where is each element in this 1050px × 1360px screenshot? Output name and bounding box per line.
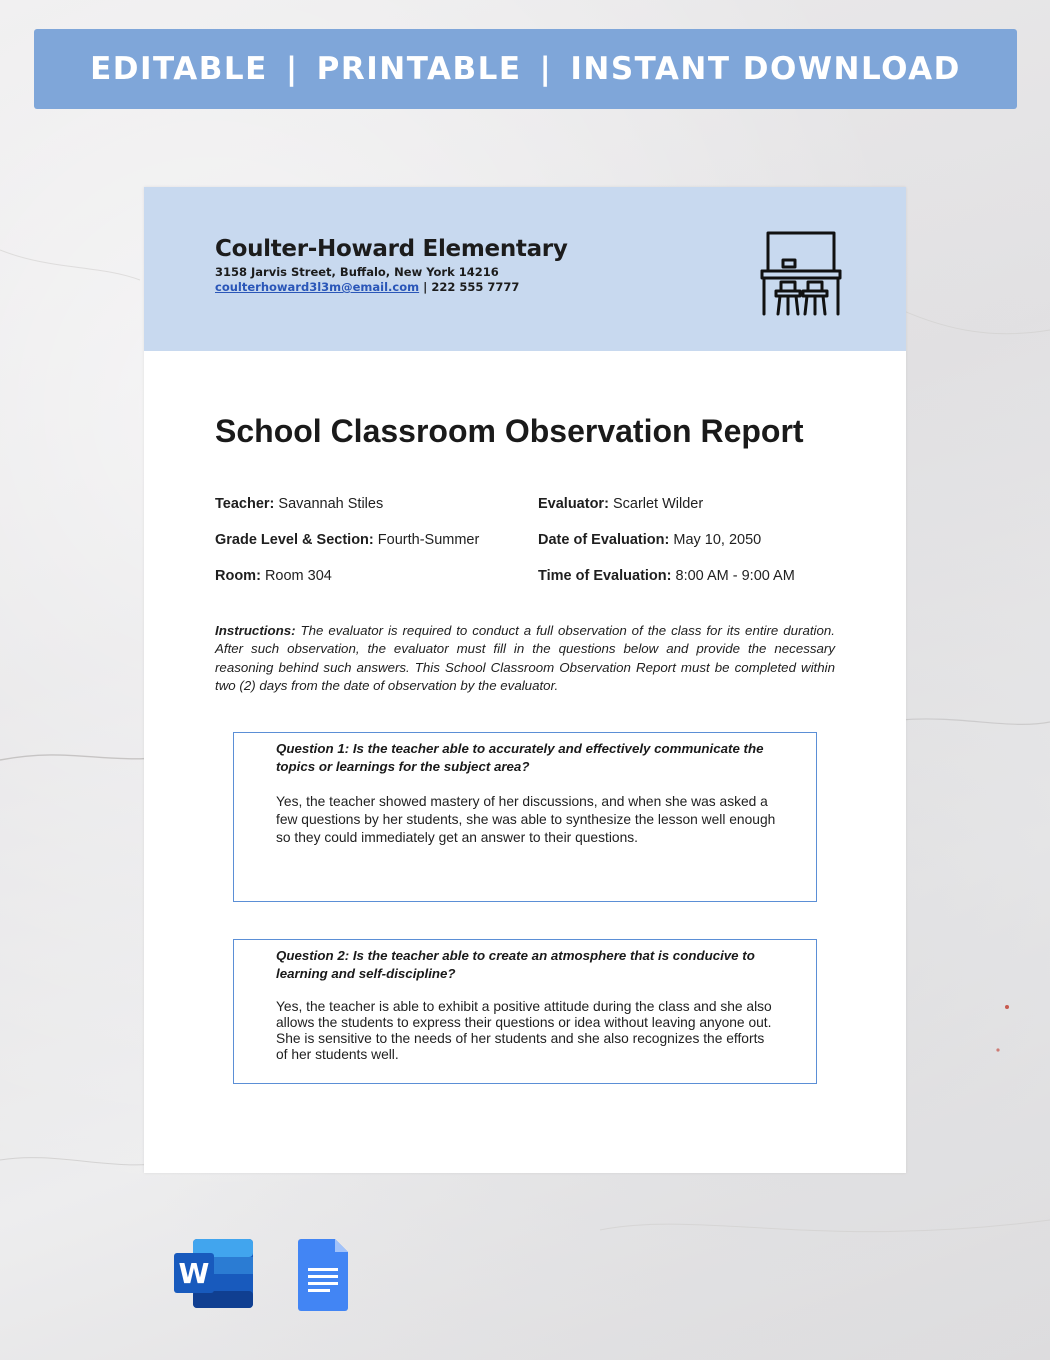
teacher-field <box>215 496 383 512</box>
instructions-label: Instructions: <box>215 623 296 638</box>
evaluator-field <box>538 496 703 512</box>
banner-separator: | <box>285 51 299 87</box>
grade-label: Grade Level & Section: <box>215 532 374 548</box>
answer-text: Yes, the teacher showed mastery of her discussions, and when she was asked a few questions by her students, she was able to synthesize the lesson well enough so they could immediately get an answer to their questions. <box>276 794 776 845</box>
report-title: School Classroom Observation Report <box>215 413 804 449</box>
banner-separator: | <box>539 51 553 87</box>
school-phone: | 222 555 7777 <box>423 280 520 294</box>
room-label: Room: <box>215 568 261 584</box>
date-field <box>538 532 761 548</box>
google-docs-icon <box>298 1239 348 1311</box>
time-value: 8:00 AM - 9:00 AM <box>675 568 795 584</box>
question-box <box>233 732 817 902</box>
banner-editable: EDITABLE <box>90 51 268 87</box>
time-field <box>538 568 795 584</box>
teacher-label: Teacher: <box>215 496 275 512</box>
question-box <box>233 939 817 1084</box>
word-icon-letter: W <box>178 1257 210 1290</box>
answer-text: Yes, the teacher is able to exhibit a positive attitude during the class and she also allows the students to express their questions or idea without leaving anyone out. She is sensitive to the needs of her students and she also recognizes the efforts of her students well. <box>276 999 772 1062</box>
room-field <box>215 568 332 584</box>
time-label: Time of Evaluation: <box>538 568 672 584</box>
evaluator-value: Scarlet Wilder <box>612 496 704 512</box>
question-text: Question 1: Is the teacher able to accurately and effectively communicate the topics or learnings for the subject area? <box>276 741 764 774</box>
room-value: Room 304 <box>264 568 332 584</box>
document-header <box>144 187 906 351</box>
banner-printable: PRINTABLE <box>316 51 522 87</box>
date-value: May 10, 2050 <box>673 532 762 548</box>
grade-field <box>215 532 479 548</box>
app-icons <box>174 1238 354 1312</box>
instructions <box>215 622 835 695</box>
instructions-text: The evaluator is required to conduct a full observation of the class for its entire duration. After such observation, the evaluator must fill in the questions below and provide the necessary reasoning behind such answers. This School Classroom Observation Report must be completed within two (2) days from the date of observation by the evaluator. <box>215 623 835 693</box>
feature-banner <box>34 29 1017 109</box>
teacher-value: Savannah Stiles <box>278 496 384 512</box>
school-contact <box>215 280 519 294</box>
document-page <box>144 187 906 1173</box>
school-address: 3158 Jarvis Street, Buffalo, New York 14216 <box>215 265 499 279</box>
school-email-link[interactable]: coulterhoward3l3m@email.com <box>215 280 420 294</box>
date-label: Date of Evaluation: <box>538 532 670 548</box>
question-text: Question 2: Is the teacher able to create an atmosphere that is conducive to learning and self-discipline? <box>276 948 755 981</box>
classroom-icon <box>760 230 842 320</box>
grade-value: Fourth-Summer <box>377 532 480 548</box>
banner-instant-download: INSTANT DOWNLOAD <box>570 51 961 87</box>
word-icon <box>174 1239 253 1308</box>
school-name: Coulter-Howard Elementary <box>215 236 568 262</box>
evaluator-label: Evaluator: <box>538 496 609 512</box>
